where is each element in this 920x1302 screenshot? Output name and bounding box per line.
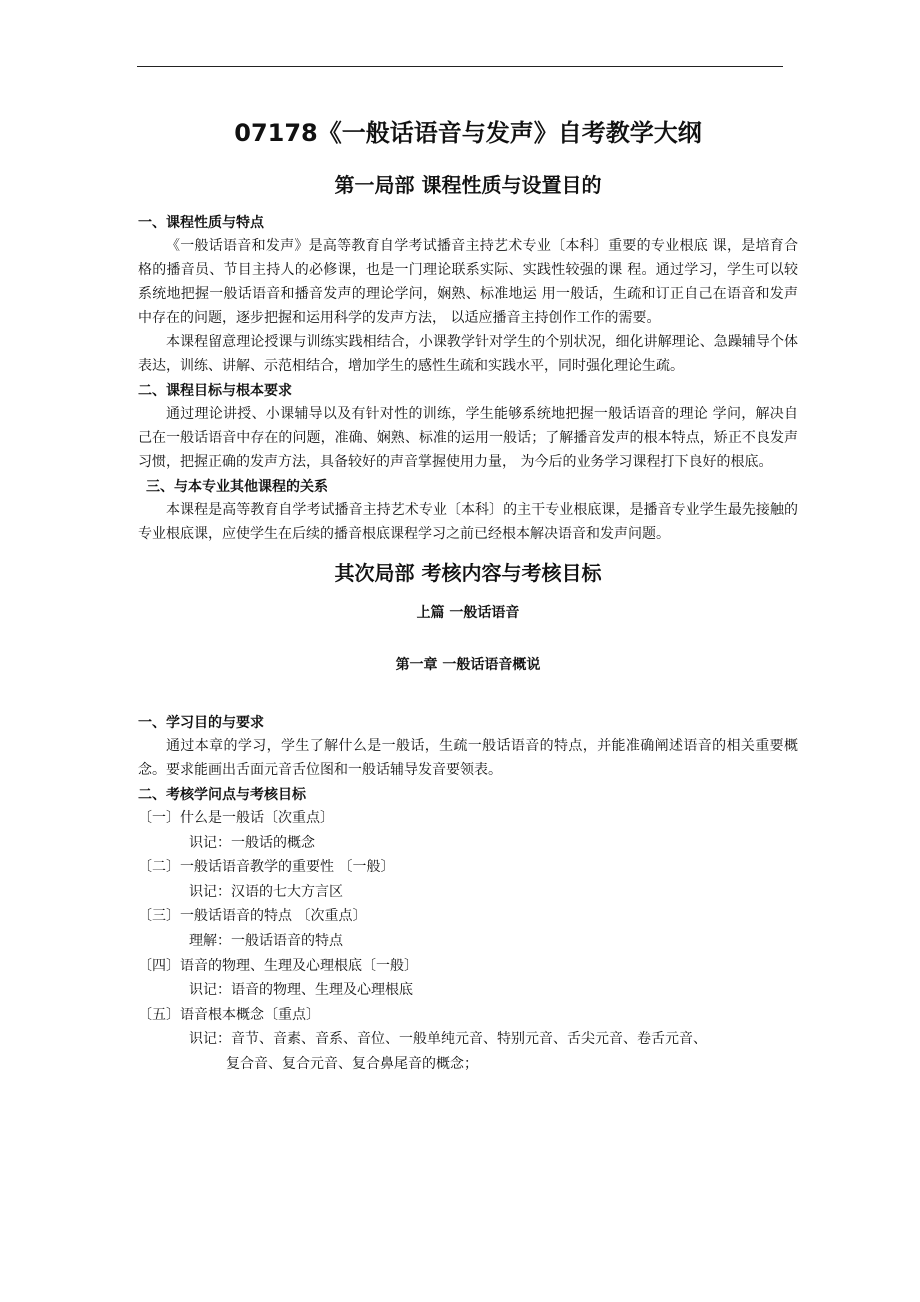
goals-paragraph: 通过本章的学习，学生了解什么是一般话，生疏一般话语音的特点，并能准确阐述语音的相关重要概念。要求能画出舌面元音舌位图和一般话辅导发音要领表。: [138, 738, 798, 778]
point-item-detail-block: [138, 1027, 798, 1076]
section2-paragraph-1: 通过理论讲授、小课辅导以及有针对性的训练，学生能够系统地把握一般话语音的理论 学问，解决自己在一般话语音中存在的问题，准确、娴熟、标准的运用一般话；了解播音发声的根本特点，矫正不良发声习惯，把握正确的发声方法，具备较好的声音掌握使用力量， 为今后的业务学习课程打下良好的根底。: [138, 406, 798, 470]
point-item-label: 〔三〕一般话语音的特点 〔次重点〕: [138, 908, 367, 925]
point-item-detail: 识记：一般话的概念: [189, 834, 315, 851]
point-item-label: 〔一〕什么是一般话〔次重点〕: [138, 810, 334, 826]
section1-heading: 一、课程性质与特点: [138, 215, 264, 231]
section3-heading: 三、与本专业其他课程的关系: [146, 479, 328, 495]
goals-heading: 一、学习目的与要求: [138, 715, 264, 731]
point-item-detail-continued: 复合音、复合元音、复合鼻尾音的概念；: [226, 1055, 478, 1072]
point-item-label: 〔四〕语音的物理、生理及心理根底〔一般〕: [138, 957, 418, 974]
section1-paragraph-1: 《一般话语音和发声》是高等教育自学考试播音主持艺术专业〔本科〕重要的专业根底 课，是培育合格的播音员、节目主持人的必修课，也是一门理论联系实际、实践性较强的课 程。通过学习，学生可以较系统地把握一般话语音和播音发声的理论学问，娴熟、标准地运 用一般话，生疏和订正自己在语音和发声中存在的问题，逐步把握和运用科学的发声方法， 以适应播音主持创作工作的需要。: [138, 238, 798, 326]
section2-heading: 二、课程目标与根本要求: [138, 383, 292, 399]
point-item-detail: 识记：音节、音素、音系、音位、一般单纯元音、特别元音、舌尖元音、卷舌元音、: [189, 1031, 707, 1048]
part1-heading: 第一局部 课程性质与设置目的: [334, 173, 602, 197]
section1-paragraph-2: 本课程留意理论授课与训练实践相结合，小课教学针对学生的个别状况，细化讲解理论、急躁辅导个体表达，训练、讲解、示范相结合，增加学生的感性生疏和实践水平，同时强化理论生疏。: [138, 334, 798, 374]
points-heading: 二、考核学问点与考核目标: [138, 787, 306, 803]
point-item-label: 〔二〕一般话语音教学的重要性 〔一般〕: [138, 859, 395, 876]
part2-heading: 其次局部 考核内容与考核目标: [334, 561, 602, 585]
chapter-heading: 第一章 一般话语音概说: [395, 657, 541, 673]
point-item-detail: 理解：一般话语音的特点: [189, 932, 343, 949]
point-item-label: 〔五〕语音根本概念〔重点〕: [138, 1006, 320, 1023]
header-rule: [137, 66, 783, 67]
volume-heading: 上篇 一般话语音: [416, 605, 520, 621]
point-item-detail: 识记：语音的物理、生理及心理根底: [189, 982, 413, 999]
document-page: [138, 80, 798, 1077]
point-item-detail: 识记：汉语的七大方言区: [189, 883, 343, 900]
document-title: 07178《一般话语音与发声》自考教学大纲: [234, 119, 702, 147]
section3-paragraph-1: 本课程是高等教育自学考试播音主持艺术专业〔本科〕的主干专业根底课，是播音专业学生最先接触的专业根底课，应使学生在后续的播音根底课程学习之前已经根本解决语音和发声问题。: [138, 502, 798, 542]
